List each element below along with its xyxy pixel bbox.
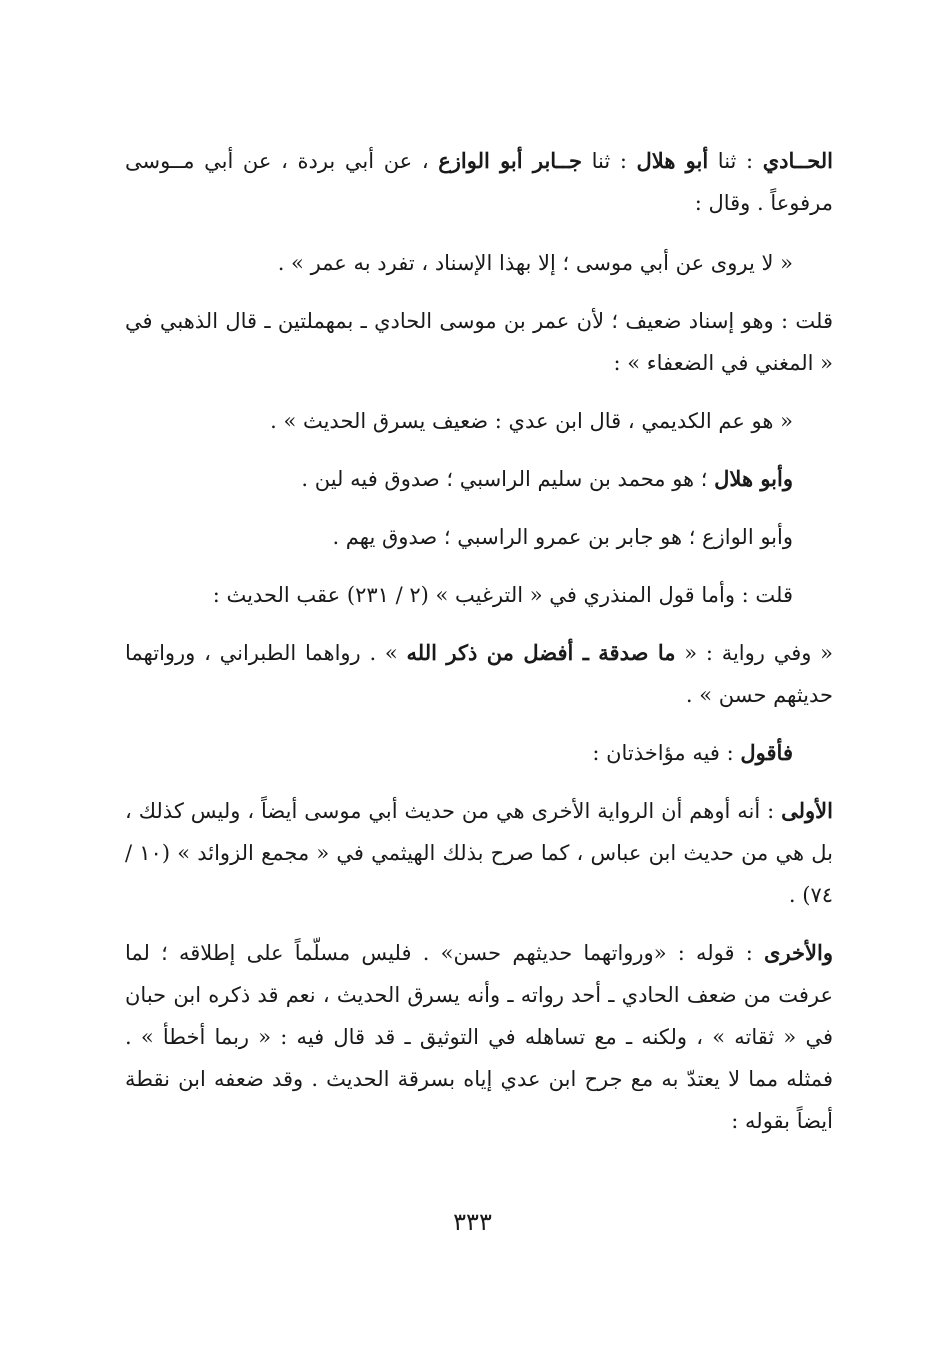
bold-text: الأولى <box>781 798 833 823</box>
paragraph-first-objection <box>125 790 833 916</box>
bold-text: الحــادي <box>762 148 833 173</box>
paragraph-2: قلت : وهو إسناد ضعيف ؛ لأن عمر بن موسى الحادي ـ بمهملتين ـ قال الذهبي في « المغني في الضعفاء » : <box>125 309 833 375</box>
bold-text: وأبو هلال <box>714 466 793 491</box>
paragraph-second-objection <box>125 932 833 1142</box>
bold-text: أبو هلال <box>636 148 709 173</box>
paragraph-abu-alwazi: وأبو الوازع ؛ هو جابر بن عمرو الراسبي ؛ صدوق يهم . <box>332 525 793 549</box>
quote-3 <box>125 632 833 716</box>
quote-1: « لا يروى عن أبي موسى ؛ إلا بهذا الإسناد ، تفرد به عمر » . <box>277 251 793 275</box>
quote-2: « هو عم الكديمي ، قال ابن عدي : ضعيف يسرق الحديث » . <box>270 409 793 433</box>
text-run: » . رواهما الطبراني ، ورواتهما حديثهم حسن » . <box>125 641 833 707</box>
text-run: « وفي رواية : « <box>675 641 833 665</box>
text-run: : قوله : «ورواتهما حديثهم حسن» . فليس مسلّماً على إطلاقه ؛ لما عرفت من ضعف الحادي ـ أحد رواته ـ وأنه يسرق الحديث ، نعم قد ذكره ابن حبان في « ثقاته » ، ولكنه ـ مع تساهله في التوثيق ـ قد قال فيه : « ربما أخطأ » . فمثله مما لا يعتدّ به مع جرح ابن عدي إياه بسرقة الحديث . وقد ضعفه ابن نقطة أيضاً بقوله : <box>125 941 833 1133</box>
text-run: : ثنا <box>582 149 637 173</box>
text-run: ؛ هو محمد بن سليم الراسبي ؛ صدوق فيه لين . <box>301 467 715 491</box>
paragraph-1 <box>125 140 833 224</box>
bold-text: فأقول <box>740 740 793 765</box>
bold-text: جــابر أبو الوازع <box>438 148 582 173</box>
bold-text: ما صدقة ـ أفضل من ذكر الله <box>406 640 676 665</box>
paragraph-faaqul <box>125 732 833 774</box>
paragraph-abu-hilal <box>125 458 833 500</box>
text-run: : ثنا <box>708 149 763 173</box>
text-run: ، عن أبي بردة ، عن أبي مــوسى مرفوعاً . وقال : <box>125 149 833 215</box>
text-run: : أنه أوهم أن الرواية الأخرى هي من حديث أبي موسى أيضاً ، وليس كذلك ، بل هي من حديث ابن عباس ، كما صرح بذلك الهيثمي في « مجمع الزوائد » (١٠ / ٧٤) . <box>125 799 833 907</box>
bold-text: والأخرى <box>764 940 833 965</box>
text-run: : فيه مؤاخذتان : <box>592 741 741 765</box>
page-number: ٣٣٣ <box>453 1208 492 1236</box>
page-text <box>125 140 833 1158</box>
paragraph-mundhiri: قلت : وأما قول المنذري في « الترغيب » (٢ / ٢٣١) عقب الحديث : <box>212 583 793 607</box>
